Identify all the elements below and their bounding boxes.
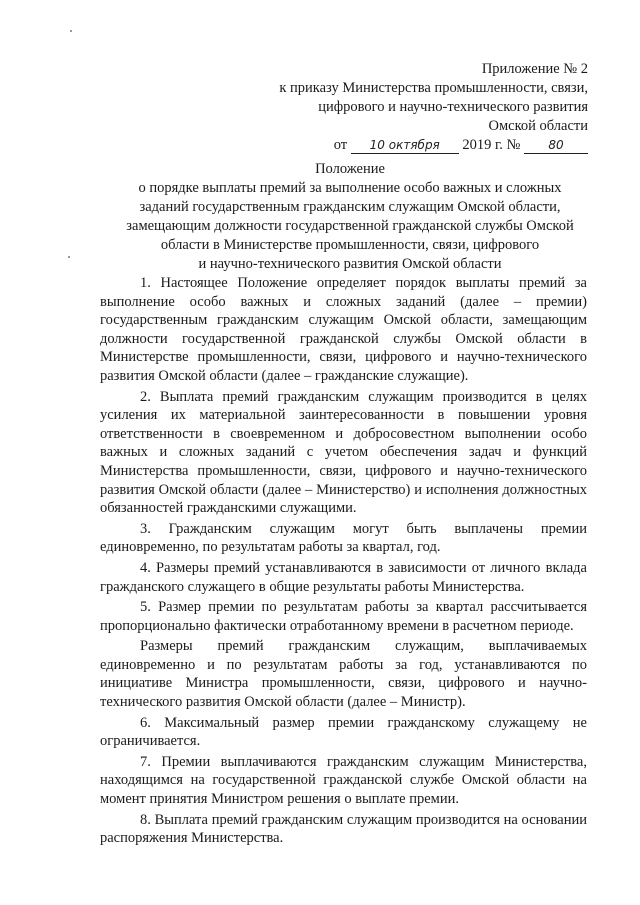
paragraph-5-continued: Размеры премий гражданским служащим, выплачиваемых единовременно и по результатам работы за год, устанавливаются по инициативе Министра промышленности, связи, цифрового и научно-технического развития Омской области (далее – Министр). — [100, 638, 587, 711]
scan-speck — [68, 256, 70, 258]
order-date-line — [279, 136, 588, 155]
paragraph-4: 4. Размеры премий устанавливаются в зависимости от личного вклада гражданского служащего в общие результаты работы Министерства. — [100, 559, 587, 595]
title-line: замещающим должности государственной гражданской службы Омской — [126, 218, 574, 234]
title-line: области в Министерстве промышленности, связи, цифрового — [160, 237, 540, 253]
paragraph-1: 1. Настоящее Положение определяет порядок выплаты премий за выполнение особо важных и сложных заданий (далее – премии) государственным гражданским служащим Омской области, замещающим должности государственной гражданской службы Омской области в Министерстве промышленности, связи, цифрового и научно-технического развития Омской области (далее – гражданские служащие). — [100, 275, 587, 384]
date-field — [351, 138, 459, 154]
title-line: заданий государственным гражданским служащим Омской области, — [139, 199, 561, 215]
handwritten-date: 10 октября — [369, 138, 440, 152]
order-reference-line2: цифрового и научно-технического развития — [318, 99, 588, 115]
scan-speck — [70, 30, 72, 32]
year-and-number-label: 2019 г. № — [462, 137, 521, 153]
document-title — [100, 160, 600, 274]
appendix-header — [279, 60, 588, 155]
title-line: о порядке выплаты премий за выполнение особо важных и сложных — [138, 180, 562, 196]
order-reference-line1: к приказу Министерства промышленности, связи, — [279, 80, 588, 96]
paragraph-5: 5. Размер премии по результатам работы за квартал рассчитывается пропорционально фактически отработанному времени в расчетном периоде. — [100, 599, 587, 634]
handwritten-number: 80 — [548, 138, 564, 152]
number-field — [524, 138, 588, 154]
paragraph-3: 3. Гражданским служащим могут быть выплачены премии единовременно, по результатам работы за квартал, год. — [100, 520, 587, 556]
appendix-number: Приложение № 2 — [481, 61, 588, 77]
paragraph-6: 6. Максимальный размер премии гражданскому служащему не ограничивается. — [100, 714, 587, 750]
from-prefix: от — [333, 137, 348, 153]
paragraph-7: 7. Премии выплачиваются гражданским служащим Министерства, находящимся на государственной гражданской службе Омской области на момент принятия Министром решения о выплате премии. — [100, 753, 587, 808]
paragraph-8: 8. Выплата премий гражданским служащим производится на основании распоряжения Министерства. — [100, 811, 587, 847]
title-line: и научно-технического развития Омской области — [198, 256, 502, 272]
title-heading: Положение — [315, 161, 385, 177]
document-body — [100, 274, 587, 850]
order-reference-line3: Омской области — [488, 118, 588, 134]
paragraph-2: 2. Выплата премий гражданским служащим производится в целях усиления их материальной заинтересованности в повышении уровня ответственности в своевременном и добросовестном выполнении особо важных и сложных заданий с учетом обеспечения задач и функций Министерства промышленности, связи, цифрового и научно-технического развития Омской области (далее – Министерство) и исполнения должностных обязанностей гражданскими служащими. — [100, 388, 587, 517]
